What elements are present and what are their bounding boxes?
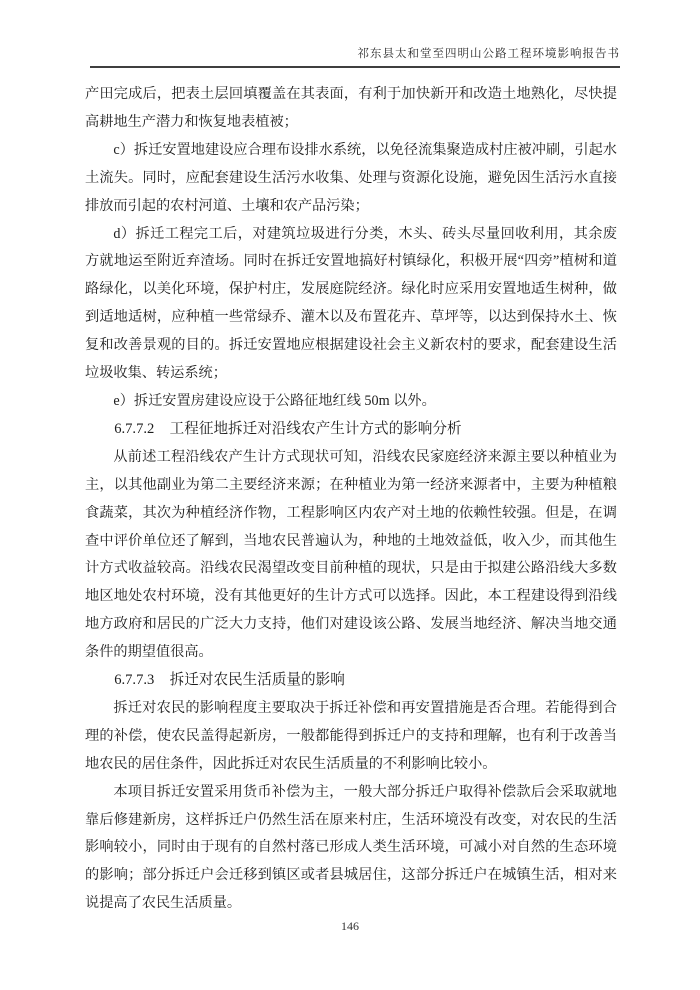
document-body: [85, 81, 617, 918]
section-heading-6773: [85, 667, 617, 695]
section-title: 拆迁对农民生活质量的影响: [169, 672, 345, 689]
section-number: 6.7.7.3: [114, 672, 155, 689]
paragraph-quality-of-life-2: 本项目拆迁安置采用货币补偿为主，一般大部分拆迁户取得补偿款后会采取就地靠后修建新房，这样拆迁户仍然生活在原来村庄，生活环境没有改变，对农民的生活影响较小，同时由于现有的自然村落已形成人类生活环境，可减小对自然的生态环境的影响；部分拆迁户会迁移到镇区或者县城居住，这部分拆迁户在城镇生活，相对来说提高了农民生活质量。: [85, 783, 617, 912]
list-item-d: d）拆迁工程完工后，对建筑垃圾进行分类，木头、砖头尽量回收利用，其余废方就地运至附近弃渣场。同时在拆迁安置地搞好村镇绿化，积极开展“四旁”植树和道路绿化，以美化环境，保护村庄，发展庭院经济。绿化时应采用安置地适生树种，做到适地适树，应种植一些常绿乔、灌木以及布置花卉、草坪等，以达到保持水土、恢复和改善景观的目的。拆迁安置地应根据建设社会主义新农村的要求，配套建设生活垃圾收集、转运系统；: [85, 225, 617, 382]
report-title: 祁东县太和堂至四明山公路工程环境影响报告书: [357, 48, 620, 60]
section-heading-6772: [85, 416, 617, 444]
list-item-e: e）拆迁安置房建设应设于公路征地红线 50m 以外。: [113, 392, 436, 409]
paragraph-quality-of-life-1: 拆迁对农民的影响程度主要取决于拆迁补偿和再安置措施是否合理。若能得到合理的补偿，使农民盖得起新房，一般都能得到拆迁户的支持和理解，也有利于改善当地农民的居住条件，因此拆迁对农民生活质量的不利影响比较小。: [85, 699, 617, 772]
paragraph-continuation: 产田完成后，把表土层回填覆盖在其表面，有利于加快新开和改造土地熟化，尽快提高耕地生产潜力和恢复地表植被；: [85, 86, 617, 130]
running-header: [90, 0, 620, 68]
paragraph-livelihood-analysis: 从前述工程沿线农产生计方式现状可知，沿线农民家庭经济来源主要以种植业为主，以其他副业为第二主要经济来源；在种植业为第一经济来源者中，主要为种植粮食蔬菜，其次为种植经济作物，工程影响区内农产对土地的依赖性较强。但是，在调查中评价单位还了解到，当地农民普遍认为，种地的土地效益低，收入少，而其他生计方式收益较高。沿线农民渴望改变目前种植的现状，只是由于拟建公路沿线大多数地区地处农村环境，没有其他更好的生计方式可以选择。因此，本工程建设得到沿线地方政府和居民的广泛大力支持，他们对建设该公路、发展当地经济、解决当地交通条件的期望值很高。: [85, 448, 617, 661]
section-number: 6.7.7.2: [114, 420, 155, 437]
list-item-c: c）拆迁安置地建设应合理布设排水系统，以免径流集聚造成村庄被冲刷，引起水土流失。同时，应配套建设生活污水收集、处理与资源化设施，避免因生活污水直接排放而引起的农村河道、土壤和农产品污染；: [85, 141, 617, 214]
section-title: 工程征地拆迁对沿线农产生计方式的影响分析: [169, 420, 462, 437]
page-number: 146: [341, 919, 359, 933]
page-footer: [0, 919, 700, 934]
